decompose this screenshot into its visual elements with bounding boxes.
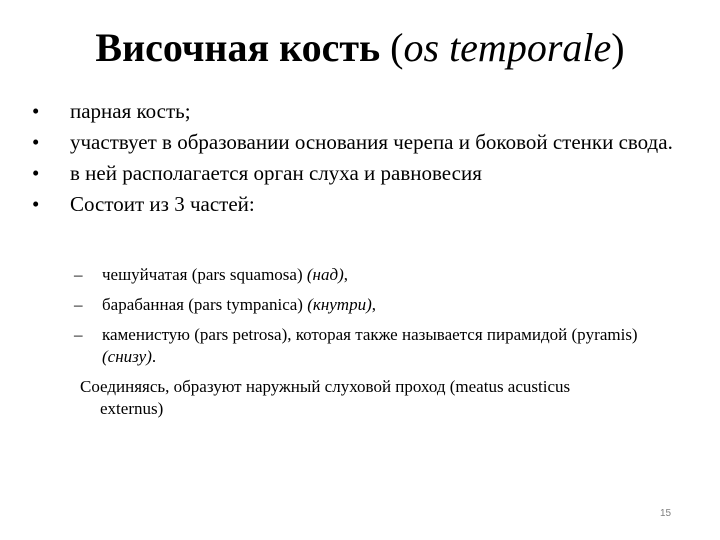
part-item [74,324,674,368]
conclusion-line-2: externus) [100,399,164,418]
dash-marker: – [74,265,83,284]
part-note: (над) [306,265,344,284]
title-paren-open: ( [380,25,404,70]
part-suffix: , [343,265,348,284]
bullet-marker: • [32,192,40,216]
bullet-marker: • [32,161,40,185]
part-suffix: . [151,347,157,366]
bullet-item [28,191,688,218]
bullet-list [28,98,688,218]
part-item [74,264,674,286]
dash-marker: – [74,325,83,344]
title-paren-close: ) [611,25,625,70]
part-text: чешуйчатая (pars squamosa) [102,265,307,284]
bullet-text: участвует в образовании основания черепа и боковой стенки свода. [70,130,673,154]
conclusion-text [80,376,680,420]
part-item [74,294,674,316]
part-text: барабанная (pars tympanica) [102,295,308,314]
bullet-text: Состоит из 3 частей: [70,192,255,216]
part-note: (снизу) [102,347,152,366]
bullet-item [28,129,688,156]
title-main: Височная кость [95,25,381,70]
slide-title [0,22,720,74]
part-note: (кнутри) [307,295,372,314]
dash-marker: – [74,295,83,314]
bullet-marker: • [32,99,40,123]
bullet-item [28,160,688,187]
conclusion-line-1: Соединяясь, образуют наружный слуховой проход (meatus acusticus [80,377,571,396]
part-text: каменистую (pars petrosa), которая также называется пирамидой (pyramis) [102,325,638,344]
bullet-item [28,98,688,125]
bullet-text: в ней располагается орган слуха и равновесия [70,161,482,185]
title-latin: os temporale [403,25,612,70]
bullet-text: парная кость; [70,99,191,123]
part-suffix: , [371,295,376,314]
page-number: 15 [660,508,672,519]
parts-list [74,264,674,368]
bullet-marker: • [32,130,40,154]
